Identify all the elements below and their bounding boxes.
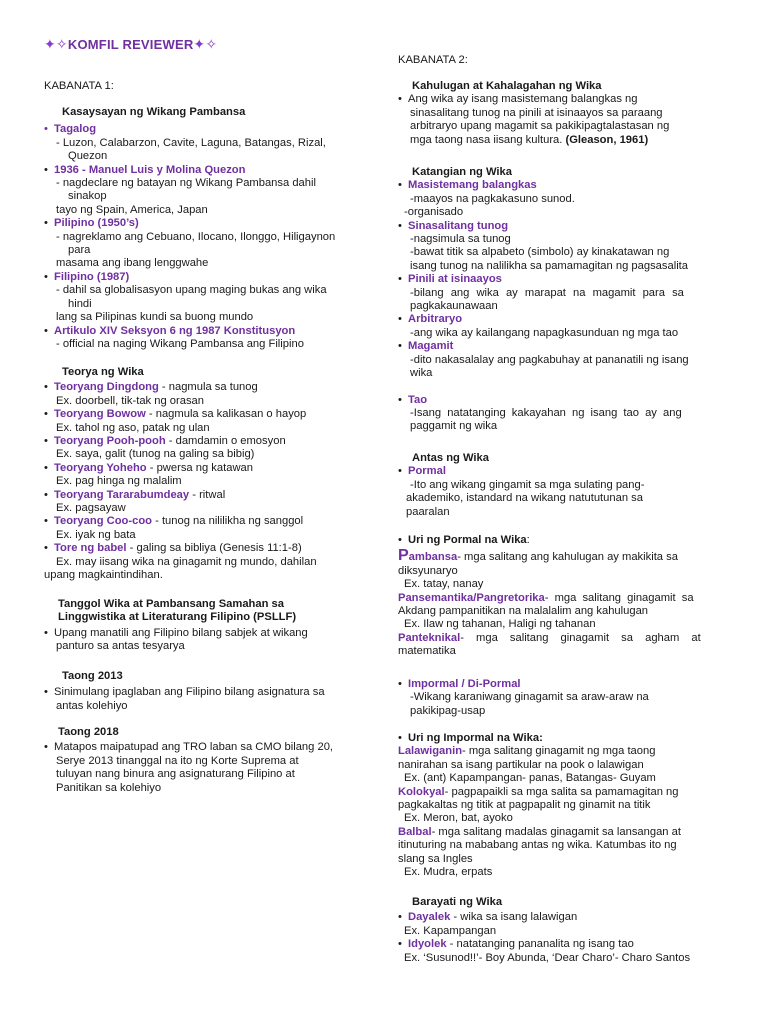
term: Masistemang balangkas [408,179,537,192]
example: Ex. Meron, bat, ayoko [404,812,513,825]
desc: - galing sa bibliya (Genesis 11:1-8) [126,542,302,555]
line: - mga salitang ang kahulugan ay makikita sa [457,551,678,564]
line: Ang wika ay isang masistemang balangkas ng [408,93,638,106]
barayati-section: Barayati ng Wika • Dayalek - wika sa isang lalawigan Ex. Kapampangan • Idyolek - natatanging pananalita ng isang tao Ex. ‘Susunod!!’- Boy Abunda, ‘Dear Charo’- Charo Santos [398,896,728,965]
title-text: KOMFIL REVIEWER [67,37,194,52]
term: Teoryang Tararabumdeay [54,488,190,501]
line: pagkakaunawaan [410,300,498,313]
line: - wika sa isang lalawigan [450,911,578,924]
example: Ex. pagsayaw [56,502,126,515]
term: Impormal / Di-Pormal [408,678,521,690]
line: -bawat titik sa alpabeto (simbolo) ay kinakatawan ng [410,246,670,259]
line: -Ito ang wikang gingamit sa mga sulating pang- [410,478,645,491]
line: -bilang ang wika ay marapat na magamit para sa [410,286,684,299]
line: arbitraryo upang magamit sa pakikipagtalastasan ng [410,120,670,133]
term: Tore ng babel [54,542,127,555]
term: Tagalog [54,123,97,136]
line: - mga salitang ginagamit ng mga taong [462,745,656,758]
line: - natatanging pananalita ng isang tao [446,938,634,951]
desc: - damdamin o emosyon [165,435,286,448]
term: Tao [408,393,428,406]
example: Ex. saya, galit (tunog na galing sa bibig) [56,448,255,461]
term: Teoryang Pooh-pooh [54,435,166,448]
section-heading: Teorya ng Wika [62,366,144,378]
line: mga taong nasa iisang kultura. [410,133,563,146]
term: Filipino (1987) [54,270,130,283]
line: masama ang ibang lenggwahe [56,257,209,270]
line: sinasalitang tunog na pinili at isinaayos sa paraang [410,106,663,119]
line: - dahil sa globalisasyon upang maging bukas ang wika [56,284,327,297]
desc: - nagmula sa tunog [158,381,258,394]
line: -Isang natatanging kakayahan ng isang tao ay ang [410,406,682,419]
term-initial: P [398,547,409,565]
line: tuluyan nang binura ang asignaturang Filipino at [56,768,295,781]
line: Serye 2013 tinanggal na ito ng Korte Suprema at [56,754,299,767]
term: Panteknikal [398,631,461,644]
section-heading: Tanggol Wika at Pambansang Samahan sa [58,598,284,610]
line: Upang manatili ang Filipino bilang sabjek at wikang [54,626,308,639]
example: Ex. Mudra, erpats [404,866,493,879]
line: isang tunog na nalilikha sa pamamagitan ng pagsasalita [410,259,689,272]
section-heading: Barayati ng Wika [412,896,503,908]
section-heading: Uri ng Impormal na Wika: [408,732,543,744]
katangian-section: Katangian ng Wika • Masistemang balangkas -maayos na pagkakasuno sunod. -organisado • Sinasalitang tunog -nagsimula sa tunog -bawat titik sa alpabeto (simbolo) ay kinakatawan ng isang tunog na nalilikha sa pamamagitan ng pagsasalita • Pinili at isinaayos -bilang ang wika ay marapat na magamit para sa pagkakaunawaan • Arbitraryo -ang wika ay kailangang napagkasunduan ng mga tao • Magamit -dito nakasalalay ang pagkabuhay at pananatili ng isang wika • Tao -Isang natatanging kakayahan ng isang tao ay ang paggamit ng wika [398,166,728,434]
line: pagkakaltas ng titik at pagpapalit ng ginamit na titik [398,799,651,812]
term: Kolokyal [398,785,445,798]
section-heading: Kasaysayan ng Wikang Pambansa [62,106,246,118]
example: Ex. Ilaw ng tahanan, Haligi ng tahanan [404,618,596,631]
kabanata-1-label: KABANATA 1: [44,80,114,92]
line: hindi [68,297,92,310]
term: Pansemantika/Pangretorika [398,591,545,604]
line: -dito nakasalalay ang pagkabuhay at pananatili ng isang [410,353,689,366]
term: 1936 - Manuel Luis y Molina Quezon [54,163,246,176]
section-heading: Linggwistika at Literaturang Filipino (PSLLF) [58,611,297,624]
term: Teoryang Dingdong [54,381,159,394]
line: Sinimulang ipaglaban ang Filipino bilang asignatura sa [54,686,325,699]
term: Pinili at isinaayos [408,273,502,286]
term: Teoryang Yoheho [54,461,147,474]
example: Ex. (ant) Kapampangan- panas, Batangas- Guyam [404,772,656,785]
line: Akdang pampanitikan na malalalim ang kahulugan [398,605,649,618]
desc: - nagmula sa kalikasan o hayop [145,408,307,421]
example: Ex. tatay, nanay [404,578,484,591]
kasaysayan-section: Kasaysayan ng Wikang Pambansa • Tagalog - Luzon, Calabarzon, Cavite, Laguna, Batangas, Rizal, Quezon • 1936 - Manuel Luis y Molina Quezon - nagdeclare ng batayan ng Wikang Pambansa dahil sinakop tayo ng Spain, America, Japan • Pilipino (1950’s) - nagreklamo ang Cebuano, Ilocano, Ilonggo, Hiligaynon para masama ang ibang lenggwahe • Filipino (1987) - dahil sa globalisasyon upang maging bukas ang wika hindi lang sa Pilipinas kundi sa buong mundo • Artikulo XIV Seksyon 6 ng 1987 Konstitusyon - official na naging Wikang Pambansa ang Filipino [44,106,374,351]
section-heading: Katangian ng Wika [412,166,512,178]
impormal-section: • Impormal / Di-Pormal -Wikang karaniwang ginagamit sa araw-araw na pakikipag-usap [398,678,728,718]
line: paggamit ng wika [410,420,498,433]
term: Dayalek [408,911,451,924]
term: Lalawiganin [398,745,463,758]
line: slang sa Ingles [398,852,473,865]
line: matematika [398,645,456,658]
uri-impormal-section: • Uri ng Impormal na Wika: Lalawiganin- mga salitang ginagamit ng mga taong nanirahan sa isang partikular na pook o lalawigan Ex. (ant) Kapampangan- panas, Batangas- Guyam Kolokyal- pagpapaikli sa mga salita sa pamamagitan ng pagkakaltas ng titik at pagpapalit ng ginamit na titik Ex. Meron, bat, ayoko Balbal- mga salitang madalas ginagamit sa lansangan at itinuturing na mababang antas ng wika. Katumbas ito ng slang sa Ingles Ex. Mudra, erpats [398,732,728,879]
line: Matapos maipatupad ang TRO laban sa CMO bilang 20, [54,741,334,754]
line: - mga salitang ginagamit sa [544,591,694,604]
example: Ex. Kapampangan [404,924,497,937]
line: - official na naging Wikang Pambansa ang Filipino [56,337,304,350]
term: Artikulo XIV Seksyon 6 ng 1987 Konstitusyon [54,324,296,337]
reviewer-title [44,38,217,51]
term: Teoryang Bowow [54,408,146,421]
line: wika [410,367,433,380]
desc: - pwersa ng katawan [146,461,253,474]
term: Pormal [408,465,446,478]
example: Ex. pag hinga ng malalim [56,475,182,488]
term: Idyolek [408,938,447,951]
colon: : [526,534,530,546]
taong-2018-section: Taong 2018 • Matapos maipatupad ang TRO laban sa CMO bilang 20, Serye 2013 tinanggal na ito ng Korte Suprema at tuluyan nang binura ang asignaturang Filipino at Panitikan sa kolehiyo [44,726,374,795]
line: - nagreklamo ang Cebuano, Ilocano, Ilonggo, Hiligaynon [56,230,336,243]
line: panturo sa antas tesyarya [56,640,185,653]
term: ambansa [408,551,458,564]
sparkle-icon: ✦✧ [44,36,68,52]
line: para [68,244,91,257]
line: sinakop [68,190,107,203]
desc: - ritwal [189,488,226,501]
line: antas kolehiyo [56,699,128,712]
line: - nagdeclare ng batayan ng Wikang Pambansa dahil [56,177,316,190]
kahulugan-section: Kahulugan at Kahalagahan ng Wika • Ang wika ay isang masistemang balangkas ng sinasalitang tunog na pinili at isinaayos sa paraang arbitraryo upang magamit sa pakikipagtalastasan ng mga taong nasa iisang kultura. (Gleason, 1961) [398,80,728,147]
line: diksyunaryo [398,564,458,577]
example: Ex. doorbell, tik-tak ng orasan [56,394,204,407]
line: tayo ng Spain, America, Japan [56,203,208,216]
line: -nagsimula sa tunog [410,233,511,246]
antas-section: Antas ng Wika • Pormal -Ito ang wikang gingamit sa mga sulating pang- akademiko, istandard na wikang natututunan sa paaralan [398,452,728,519]
line: - mga salitang madalas ginagamit sa lansangan at [431,825,681,838]
uri-pormal-section: • Uri ng Pormal na Wika: Pambansa- mga salitang ang kahulugan ay makikita sa diksyunaryo Ex. tatay, nanay Pansemantika/Pangretorika- mga salitang ginagamit sa Akdang pampanitikan na malalalim ang kahulugan Ex. Ilaw ng tahanan, Haligi ng tahanan Panteknikal- mga salitang ginagamit sa agham at matematika [398,534,728,659]
line: -ang wika ay kailangang napagkasunduan ng mga tao [410,326,679,339]
sparkle-icon: ✦✧ [193,36,218,52]
section-heading: Uri ng Pormal na Wika [408,534,527,546]
term: Teoryang Coo-coo [54,515,152,528]
line: -maayos na pagkakasuno sunod. [410,192,575,205]
section-heading: Taong 2013 [62,670,123,682]
line: - pagpapaikli sa mga salita sa pamamagitan ng [444,785,679,798]
kabanata-2-label: KABANATA 2: [398,54,468,66]
line: pakikipag-usap [410,704,486,717]
line: Quezon [68,150,108,163]
section-heading: Antas ng Wika [412,452,489,464]
line: -Wikang karaniwang ginagamit sa araw-araw na [410,691,649,704]
term: Pilipino (1950’s) [54,217,139,230]
line: lang sa Pilipinas kundi sa buong mundo [56,311,254,324]
line: Panitikan sa kolehiyo [56,781,162,794]
line: - Luzon, Calabarzon, Cavite, Laguna, Batangas, Rizal, [56,136,326,149]
term: Sinasalitang tunog [408,219,509,232]
desc: - tunog na nililikha ng sanggol [152,515,304,528]
section-heading: Taong 2018 [58,726,119,738]
line: akademiko, istandard na wikang natututunan sa [406,492,643,505]
example: Ex. iyak ng bata [56,528,136,541]
teorya-section: Teorya ng Wika • Teoryang Dingdong - nagmula sa tunog Ex. doorbell, tik-tak ng orasan • Teoryang Bowow - nagmula sa kalikasan o hayop Ex. tahol ng aso, patak ng ulan • Teoryang Pooh-pooh - damdamin o emosyon Ex. saya, galit (tunog na galing sa bibig) • Teoryang Yoheho - pwersa ng katawan Ex. pag hinga ng malalim • Teoryang Tararabumdeay - ritwal Ex. pagsayaw • Teoryang Coo-coo - tunog na nililikha ng sanggol Ex. iyak ng bata • Tore ng babel - galing sa bibliya (Genesis 11:1-8) Ex. may iisang wika na ginagamit ng mundo, dahilan upang magkaintindihan. [44,366,374,583]
example: Ex. ‘Susunod!!’- Boy Abunda, ‘Dear Charo’- Charo Santos [404,951,691,964]
citation: (Gleason, 1961) [562,133,649,146]
example: Ex. tahol ng aso, patak ng ulan [56,421,210,434]
term: Balbal [398,825,432,838]
line: nanirahan sa isang partikular na pook o lalawigan [398,758,644,771]
term: Arbitraryo [408,313,463,326]
example: upang magkaintindihan. [44,569,163,582]
line: paaralan [406,505,450,518]
line: itinuturing na mababang antas ng wika. Katumbas ito ng [398,839,677,852]
line: -organisado [404,206,464,219]
term: Magamit [408,340,454,353]
taong-2013-section: Taong 2013 • Sinimulang ipaglaban ang Filipino bilang asignatura sa antas kolehiyo [44,670,374,713]
example: Ex. may iisang wika na ginagamit ng mundo, dahilan [56,555,317,568]
line: - mga salitang ginagamit sa agham at [460,631,701,644]
section-heading: Kahulugan at Kahalagahan ng Wika [412,80,602,92]
tanggol-wika-section: Tanggol Wika at Pambansang Samahan sa Linggwistika at Literaturang Filipino (PSLLF) • Upang manatili ang Filipino bilang sabjek at wikang panturo sa antas tesyarya [44,598,374,654]
